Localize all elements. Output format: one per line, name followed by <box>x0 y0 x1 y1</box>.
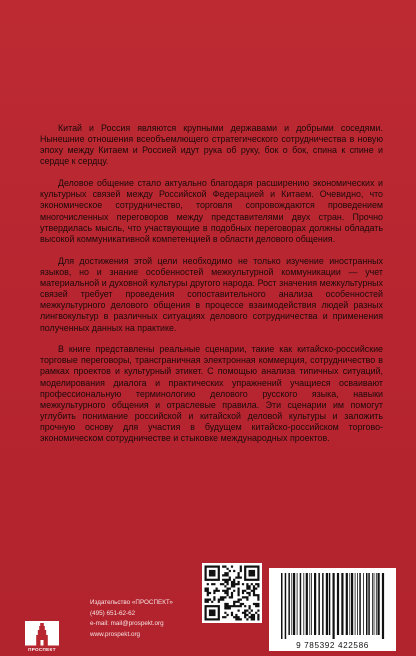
publisher-email: e-mail: mail@prospekt.org <box>90 620 164 628</box>
publisher-phone: (495) 651-62-62 <box>90 609 136 617</box>
publisher-website: www.prospekt.org <box>90 630 141 638</box>
barcode-icon <box>269 568 396 651</box>
blurb-paragraph-4: В книге представлены реальные сценарии, такие как китайско-российские торговые переговоры, трансграничная электронная коммерция, сотрудничество в рамках проектов и культурный этикет. С помощью анализа типичных ситуаций, моделирования диалога и практических упражнений учащиеся осваивают профессиональную терминологию делового русского языка, навыки межкультурного общения и отраслевые правила. Эти сценарии им помогут углубить понимание российской и китайской деловой культуры и заложить прочную основу для участия в будущем китайско-российском торгово-экономическом сотрудничестве и стыковке международных проектов. <box>40 344 383 444</box>
blurb-paragraph-3: Для достижения этой цели необходимо не только изучение иностранных языков, но и знание особенностей межкультурной коммуникации — учет материальной и духовной культуры другого народа. Рост значения межкультурных связей требует проведения сопоставительного анализа особенностей межкультурного делового общения в процессе взаимодействия людей разных лингвокультур в различных ситуациях делового сотрудничества и применения полученных данных на практике. <box>40 255 383 333</box>
publisher-logo <box>25 621 59 653</box>
qr-code-icon <box>202 563 262 623</box>
blurb-paragraph-2: Деловое общение стало актуально благодаря расширению экономических и культурных связей между Российской Федерацией и Китаем. Очевидно, что экономическое сотрудничество, торговля сопровождаются проведением многочисленных переговоров между представителями двух стран. Прочно утвердилась мысль, что участвующие в подобных переговорах должны обладать высокой коммуникативной компетенцией в области делового общения. <box>40 178 383 244</box>
tower-icon <box>25 621 59 647</box>
cover-blurb <box>40 123 383 445</box>
qr-code <box>202 563 262 623</box>
blurb-paragraph-1: Китай и Россия являются крупными державами и добрыми соседями. Нынешние отношения всеобъемлющего стратегического сотрудничества в новую эпоху между Китаем и Россией идут рука об руку, бок о бок, спина к спине и сердце к сердцу. <box>40 123 383 167</box>
publisher-contacts <box>90 598 200 640</box>
isbn-barcode <box>269 568 396 651</box>
cover-footer <box>0 555 416 656</box>
logo-wordmark: ПРОСПЕКТ <box>28 647 56 652</box>
isbn-digits: 9 785392 422586 <box>296 641 369 650</box>
publisher-name: Издательство «ПРОСПЕКТ» <box>90 599 173 606</box>
